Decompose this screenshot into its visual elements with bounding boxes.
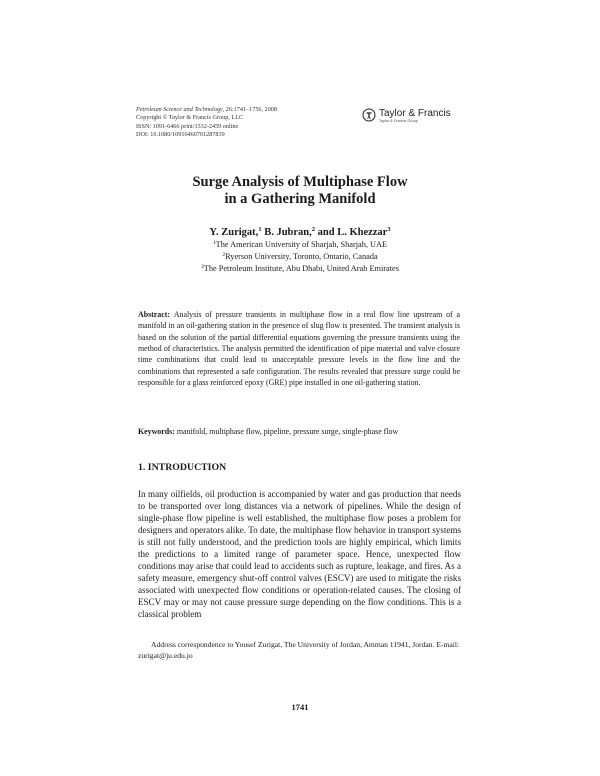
abstract <box>138 309 460 388</box>
publisher-logo-icon <box>362 108 376 122</box>
intro-paragraph: In many oilfields, oil production is accompanied by water and gas production that needs to be transported over long distances via a network of pipelines. While the design of single-phase flow pipeline is well established, the multiphase flow poses a problem for designers and operators alike. To date, the multiphase flow behavior in transport systems is still not fully understood, and the prediction tools are highly empirical, which limits the predictions to a limited range of parameter space. Hence, unexpected flow conditions may arise that could lead to accidents such as rupture, leakage, and fires. As a safety measure, emergency shut-off control valves (ESCV) are used to mitigate the risks associated with unexpected flow conditions or operation-related causes. The closing of ESCV may or may not cause pressure surge depending on the flow conditions. This is a classical problem <box>138 489 461 619</box>
author-name: Y. Zurigat, <box>209 227 259 238</box>
author-separator: and <box>315 227 338 238</box>
author-affiliation-mark: 2 <box>311 226 315 233</box>
author-affiliation-mark: 1 <box>258 226 262 233</box>
issn-line: ISSN: 1091-6466 print/1532-2459 online <box>136 122 239 130</box>
publisher-logo <box>362 108 451 124</box>
keywords-label: Keywords: <box>138 427 175 436</box>
footnote-text: Address correspondence to Yousef Zurigat, The University of Jordan, Amman 11941, Jordan. E-mail: zurigat@ju.edu.jo <box>138 640 460 660</box>
doi-line: DOI: 10.1080/10916460701287839 <box>136 130 225 138</box>
affiliation-text: Ryerson University, Toronto, Ontario, Canada <box>225 252 378 261</box>
abstract-text: Analysis of pressure transients in multiphase flow in a real flow line upstream of a manifold in an oil-gathering station in the presence of slug flow is presented. The transient analysis is based on the solution of the partial differential equations governing the pressure transients using the method of characteristics. The analysis permitted the identification of pipe material and valve closure time combinations that could lead to unacceptable pressure levels in the flow line and the combinations that represented a safe configuration. The results revealed that pressure surge could be responsible for a glass reinforced epoxy (GRE) pipe installed in one oil-gathering station. <box>138 310 460 388</box>
article-title-line-2: in a Gathering Manifold <box>224 191 376 207</box>
author-affiliation-mark: 3 <box>387 226 391 233</box>
publisher-tagline: Taylor & Francis Group <box>379 119 418 123</box>
affiliation <box>130 264 470 274</box>
author-name: B. Jubran, <box>264 227 312 238</box>
keywords-text: manifold, multiphase flow, pipeline, pressure surge, single-phase flow <box>176 427 399 436</box>
keywords <box>138 426 460 437</box>
affiliation-text: The American University of Sharjah, Sharjah, UAE <box>215 240 388 249</box>
publisher-name: Taylor & Francis <box>379 108 451 119</box>
copyright-line: Copyright © Taylor & Francis Group, LLC <box>136 114 244 122</box>
author-list <box>130 227 470 239</box>
author-name: L. Khezzar <box>337 227 388 238</box>
journal-citation: , 26:1741–1756, 2008 <box>222 106 277 113</box>
affiliation <box>130 240 470 250</box>
page-number: 1741 <box>291 702 309 712</box>
body-text <box>138 489 461 620</box>
section-heading: 1. INTRODUCTION <box>138 462 227 473</box>
correspondence-footnote <box>138 640 461 661</box>
journal-citation-line <box>136 106 277 114</box>
publication-info <box>136 106 277 139</box>
affiliation-text: The Petroleum Institute, Abu Dhabi, United Arab Emirates <box>203 264 399 273</box>
affiliation-mark: 1 <box>212 240 216 246</box>
journal-name: Petroleum Science and Technology <box>136 106 223 113</box>
affiliation-mark: 3 <box>201 264 204 270</box>
abstract-label: Abstract: <box>138 310 170 319</box>
article-title-line-1: Surge Analysis of Multiphase Flow <box>192 174 408 190</box>
affiliation <box>130 252 470 262</box>
affiliation-mark: 2 <box>222 252 226 258</box>
